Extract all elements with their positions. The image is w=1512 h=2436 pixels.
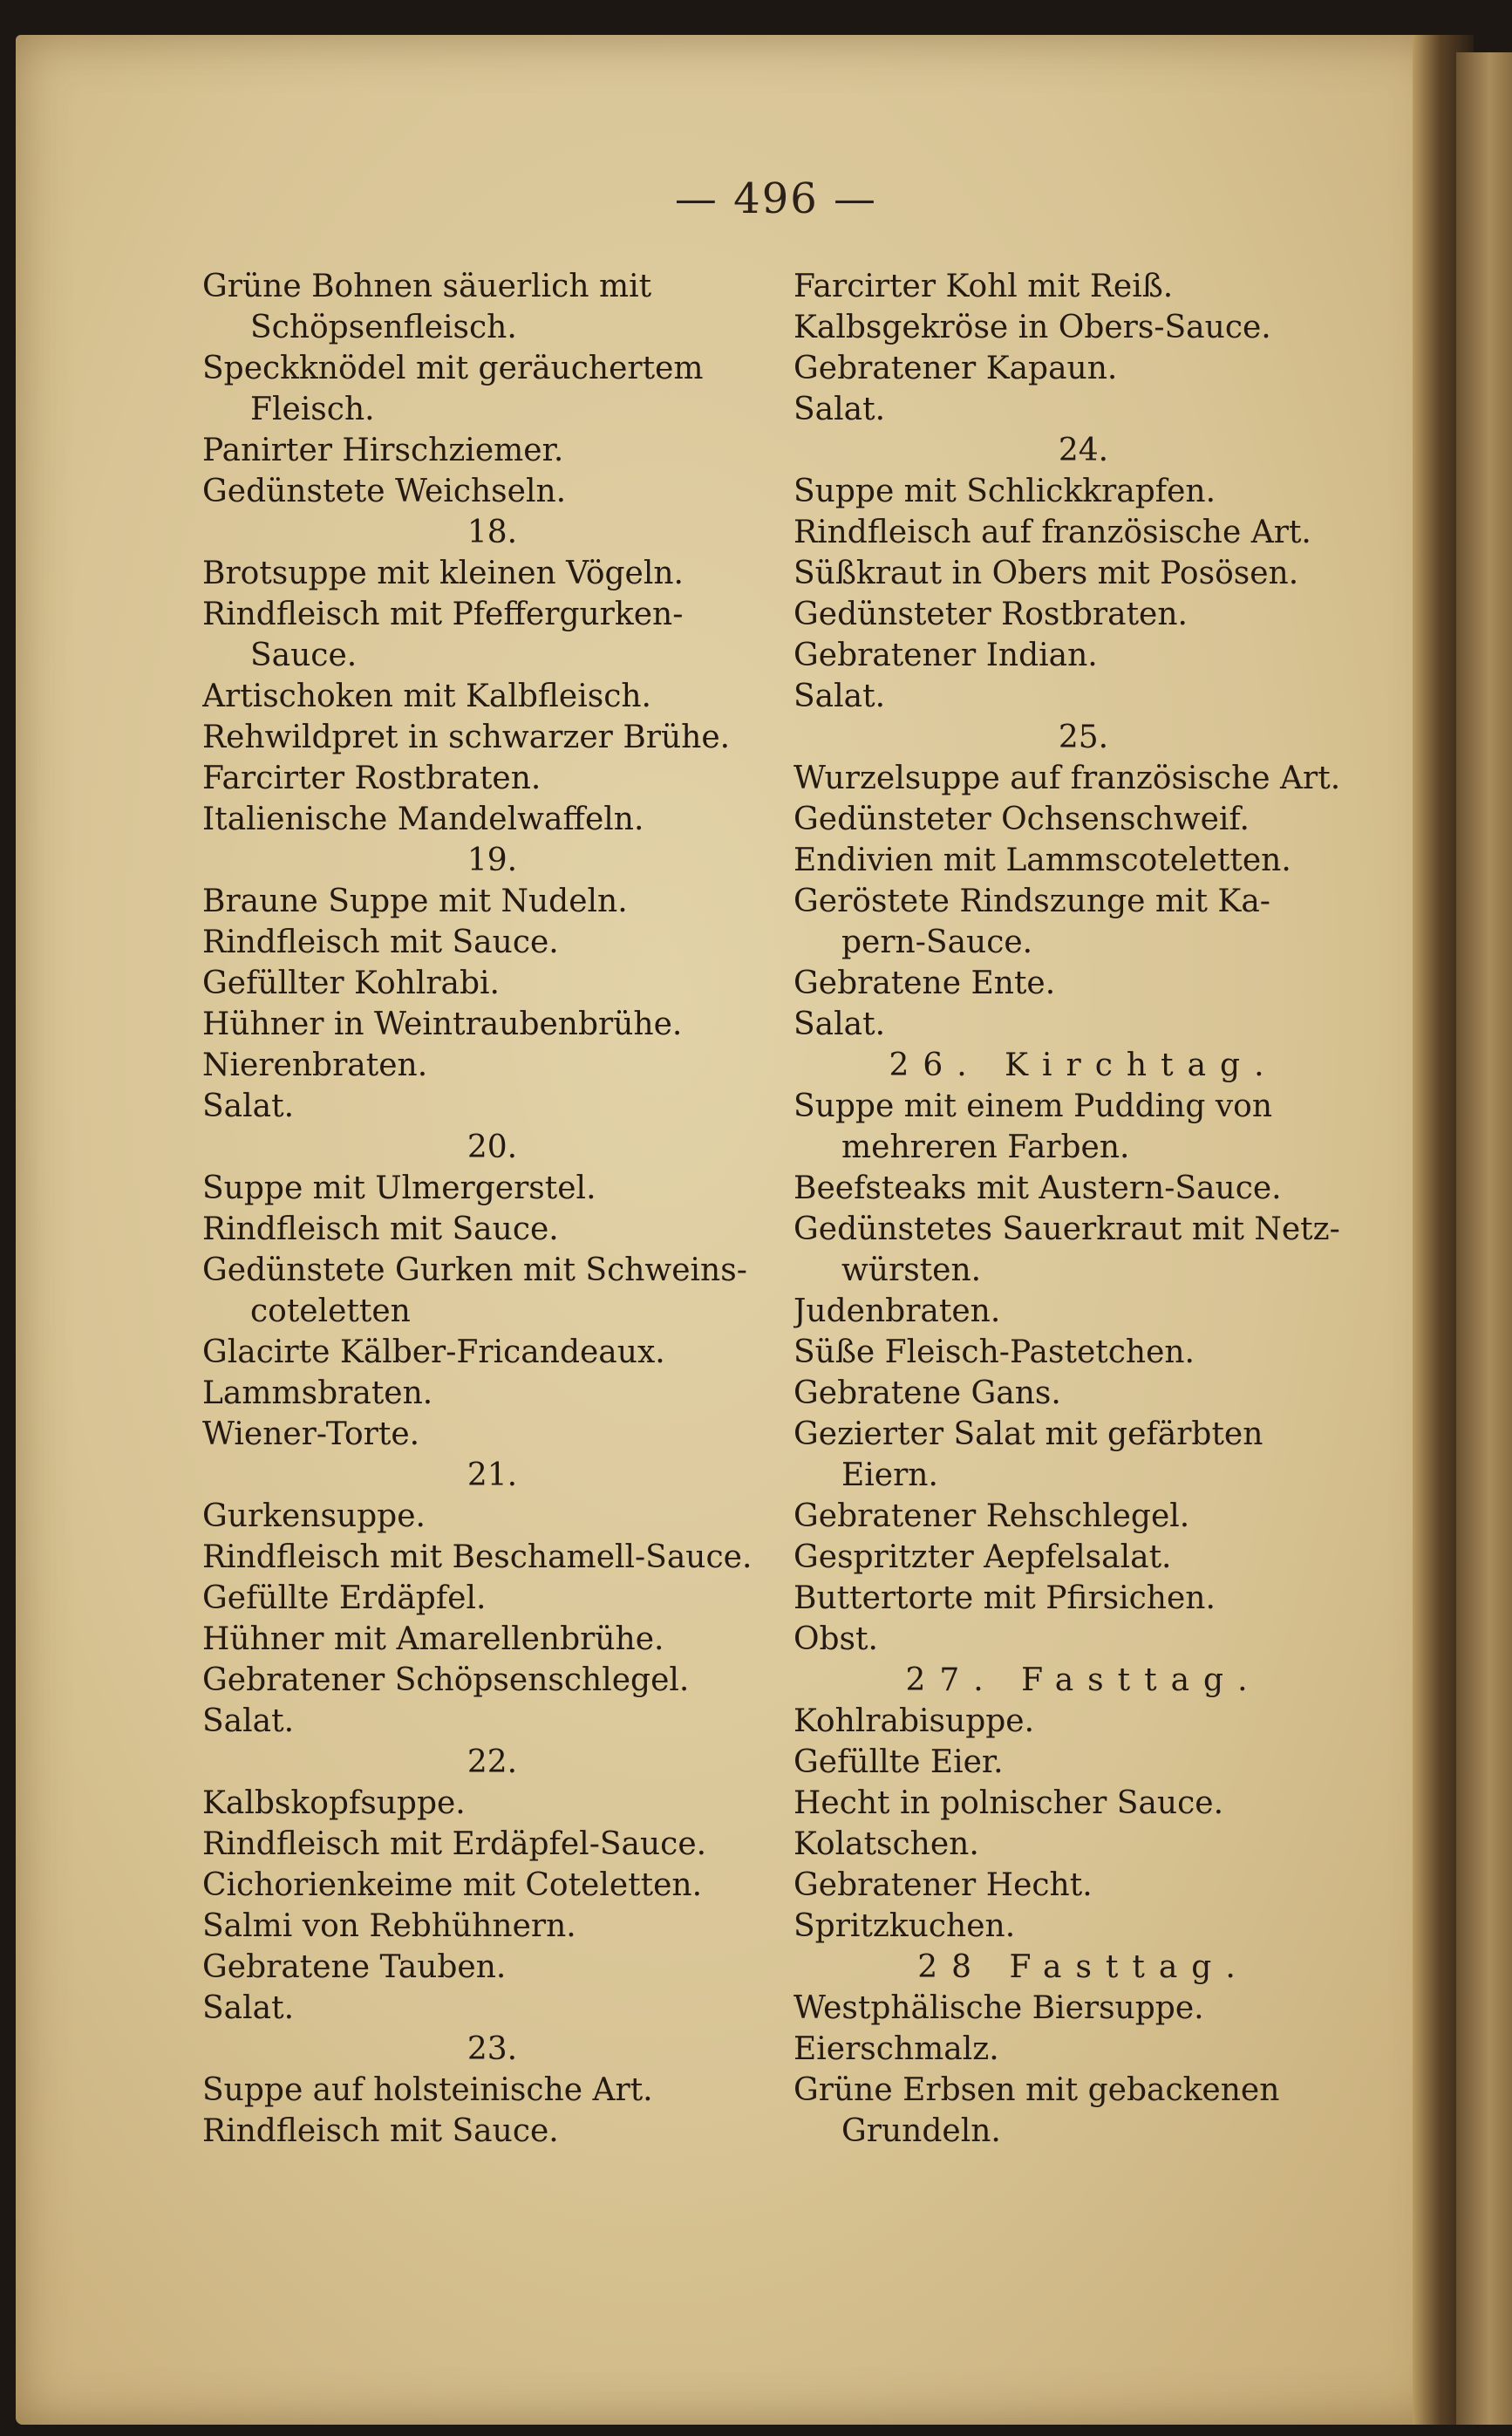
menu-line: Wurzelsuppe auf französische Art. bbox=[793, 761, 1341, 796]
adjacent-page-edge bbox=[1456, 52, 1512, 2425]
menu-line: Rindfleisch mit Erdäpfel-Sauce. bbox=[202, 1826, 707, 1862]
menu-line: coteletten bbox=[250, 1293, 411, 1329]
menu-line: Gebratener Rehschlegel. bbox=[793, 1498, 1190, 1534]
menu-line: Salat. bbox=[793, 679, 886, 714]
menu-line: Gedünsteter Ochsenschweif. bbox=[793, 802, 1250, 837]
menu-line: Spritzkuchen. bbox=[793, 1908, 1016, 1944]
menu-line: Kolatschen. bbox=[793, 1826, 979, 1862]
menu-line: Panirter Hirschziemer. bbox=[202, 433, 564, 468]
day-heading: 22. bbox=[467, 1744, 518, 1780]
menu-line: Kohlrabisuppe. bbox=[793, 1703, 1035, 1739]
menu-line: Farcirter Kohl mit Reiß. bbox=[793, 269, 1174, 304]
menu-line: Rindfleisch mit Sauce. bbox=[202, 1211, 559, 1247]
day-heading: 26. Kirchtag. bbox=[889, 1047, 1278, 1083]
menu-line: Gespritzter Aepfelsalat. bbox=[793, 1539, 1172, 1575]
menu-line: Lammsbraten. bbox=[202, 1375, 433, 1411]
menu-line: Hühner in Weintraubenbrühe. bbox=[202, 1006, 683, 1042]
day-heading: 24. bbox=[1058, 433, 1109, 468]
menu-line: Suppe mit einem Pudding von bbox=[793, 1088, 1273, 1124]
menu-line: Salmi von Rebhühnern. bbox=[202, 1908, 576, 1944]
menu-line: Eiern. bbox=[841, 1457, 938, 1493]
menu-line: Endivien mit Lammscoteletten. bbox=[793, 843, 1291, 878]
day-heading: 20. bbox=[467, 1129, 518, 1165]
day-heading: 23. bbox=[467, 2031, 518, 2067]
menu-line: Brotsuppe mit kleinen Vögeln. bbox=[202, 556, 684, 591]
menu-line: Hecht in polnischer Sauce. bbox=[793, 1785, 1224, 1821]
menu-line: Braune Suppe mit Nudeln. bbox=[202, 884, 628, 919]
menu-line: Buttertorte mit Pfirsichen. bbox=[793, 1580, 1216, 1616]
menu-line: Gedünsteter Rostbraten. bbox=[793, 597, 1188, 632]
menu-line: Westphälische Biersuppe. bbox=[793, 1990, 1204, 2026]
menu-line: Grüne Erbsen mit gebackenen bbox=[793, 2072, 1280, 2108]
menu-line: mehreren Farben. bbox=[841, 1129, 1130, 1165]
menu-line: Italienische Mandelwaffeln. bbox=[202, 802, 644, 837]
menu-line: Farcirter Rostbraten. bbox=[202, 761, 541, 796]
menu-line: Gebratene Gans. bbox=[793, 1375, 1061, 1411]
menu-line: Speckknödel mit geräuchertem bbox=[202, 351, 704, 386]
day-heading: 21. bbox=[467, 1457, 518, 1493]
menu-line: Gebratener Kapaun. bbox=[793, 351, 1118, 386]
menu-line: Salat. bbox=[202, 1703, 295, 1739]
menu-line: Gefüllte Eier. bbox=[793, 1744, 1004, 1780]
menu-line: Rindfleisch mit Sauce. bbox=[202, 2113, 559, 2149]
menu-line: Fleisch. bbox=[250, 392, 375, 427]
menu-line: Gedünstetes Sauerkraut mit Netz- bbox=[793, 1211, 1340, 1247]
day-heading: 25. bbox=[1058, 720, 1109, 755]
menu-line: Suppe mit Ulmergerstel. bbox=[202, 1170, 596, 1206]
right-column bbox=[793, 266, 1373, 2152]
menu-line: Judenbraten. bbox=[793, 1293, 1001, 1329]
menu-line: Grundeln. bbox=[841, 2113, 1001, 2149]
menu-line: Gefüllter Kohlrabi. bbox=[202, 966, 500, 1001]
page-number: — 496 — bbox=[674, 174, 878, 223]
menu-line: Süßkraut in Obers mit Posösen. bbox=[793, 556, 1299, 591]
menu-line: Gebratene Tauben. bbox=[202, 1949, 507, 1985]
menu-line: Gedünstete Gurken mit Schweins- bbox=[202, 1252, 747, 1288]
menu-line: Gebratener Schöpsenschlegel. bbox=[202, 1662, 690, 1698]
day-heading: 19. bbox=[467, 843, 518, 878]
menu-line: Suppe auf holsteinische Art. bbox=[202, 2072, 653, 2108]
menu-line: Gebratener Hecht. bbox=[793, 1867, 1093, 1903]
menu-line: Salat. bbox=[202, 1088, 295, 1124]
menu-line: Schöpsenfleisch. bbox=[250, 310, 517, 345]
menu-line: Gebratene Ente. bbox=[793, 966, 1056, 1001]
day-heading: 18. bbox=[467, 515, 518, 550]
menu-line: Obst. bbox=[793, 1621, 878, 1657]
menu-line: pern-Sauce. bbox=[841, 925, 1033, 960]
menu-line: Grüne Bohnen säuerlich mit bbox=[202, 269, 652, 304]
menu-line: Gebratener Indian. bbox=[793, 638, 1098, 673]
menu-line: Kalbskopfsuppe. bbox=[202, 1785, 466, 1821]
menu-line: Rindfleisch mit Sauce. bbox=[202, 925, 559, 960]
menu-line: Gezierter Salat mit gefärbten bbox=[793, 1416, 1263, 1452]
menu-line: Rindfleisch mit Pfeffergurken- bbox=[202, 597, 684, 632]
menu-line: Süße Fleisch-Pastetchen. bbox=[793, 1334, 1195, 1370]
menu-line: Artischoken mit Kalbfleisch. bbox=[202, 679, 652, 714]
menu-line: Rindfleisch mit Beschamell-Sauce. bbox=[202, 1539, 753, 1575]
menu-line: Glacirte Kälber-Fricandeaux. bbox=[202, 1334, 665, 1370]
menu-line: Gurkensuppe. bbox=[202, 1498, 426, 1534]
menu-line: Beefsteaks mit Austern-Sauce. bbox=[793, 1170, 1282, 1206]
day-heading: 27. Fasttag. bbox=[905, 1662, 1262, 1698]
menu-line: Rindfleisch auf französische Art. bbox=[793, 515, 1311, 550]
menu-line: Eierschmalz. bbox=[793, 2031, 999, 2067]
day-heading: 28 Fasttag. bbox=[917, 1949, 1250, 1985]
menu-line: würsten. bbox=[841, 1252, 982, 1288]
menu-line: Gedünstete Weichseln. bbox=[202, 474, 567, 509]
menu-line: Rehwildpret in schwarzer Brühe. bbox=[202, 720, 731, 755]
menu-line: Nierenbraten. bbox=[202, 1047, 428, 1083]
menu-line: Suppe mit Schlickkrapfen. bbox=[793, 474, 1216, 509]
menu-line: Wiener-Torte. bbox=[202, 1416, 420, 1452]
menu-line: Salat. bbox=[793, 392, 886, 427]
menu-line: Geröstete Rindszunge mit Ka- bbox=[793, 884, 1270, 919]
menu-line: Salat. bbox=[793, 1006, 886, 1042]
menu-line: Cichorienkeime mit Coteletten. bbox=[202, 1867, 703, 1903]
left-column bbox=[202, 266, 782, 2152]
menu-line: Hühner mit Amarellenbrühe. bbox=[202, 1621, 664, 1657]
menu-line: Sauce. bbox=[250, 638, 358, 673]
menu-line: Salat. bbox=[202, 1990, 295, 2026]
menu-line: Gefüllte Erdäpfel. bbox=[202, 1580, 487, 1616]
menu-line: Kalbsgekröse in Obers-Sauce. bbox=[793, 310, 1271, 345]
